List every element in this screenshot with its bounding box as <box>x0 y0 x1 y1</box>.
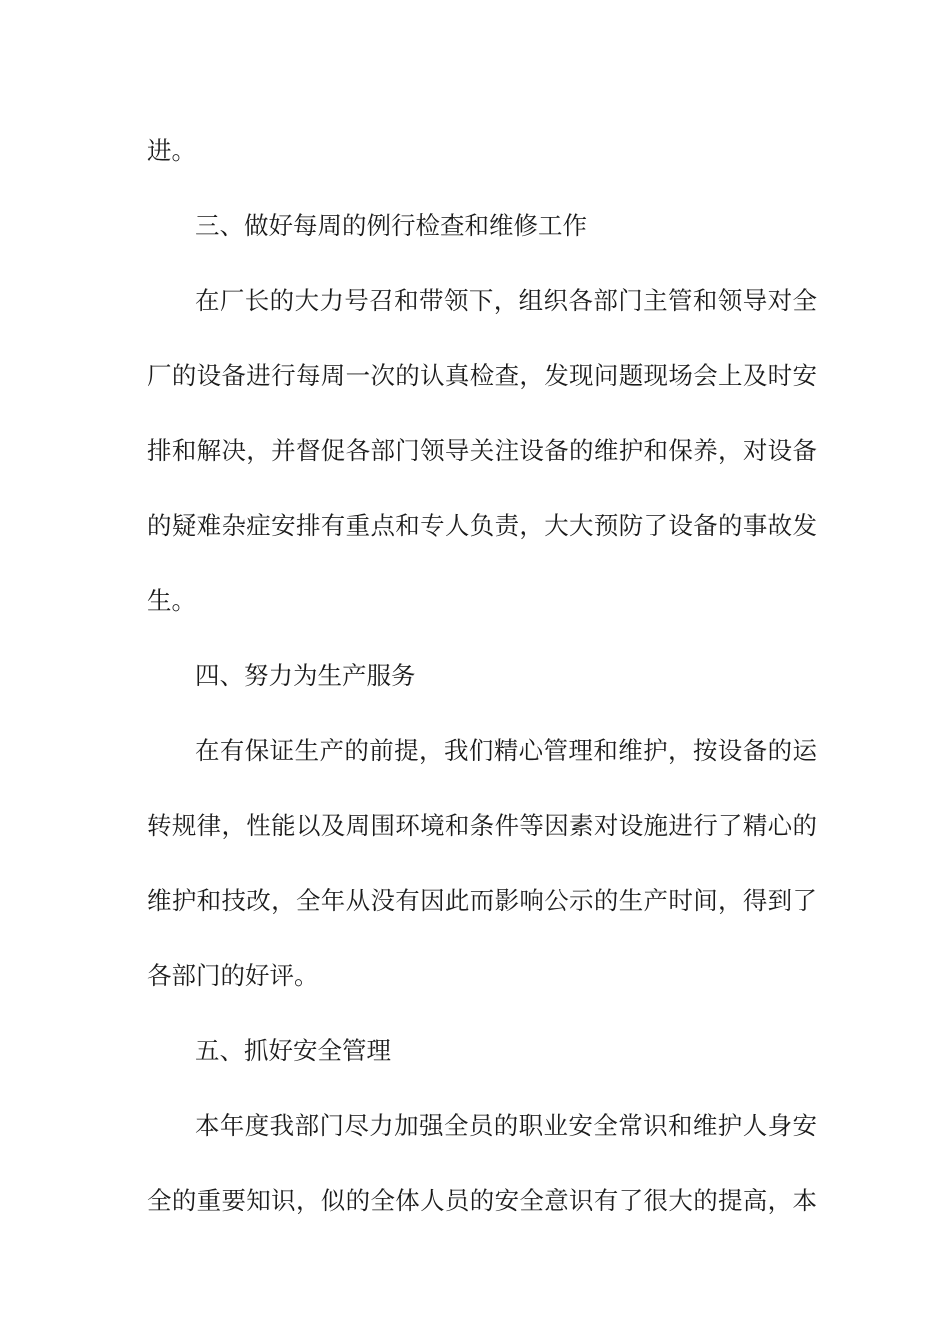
section-heading-5: 五、抓好安全管理 <box>195 1036 391 1065</box>
paragraph-line: 进。 <box>147 136 196 165</box>
paragraph-line: 本年度我部门尽力加强全员的职业安全常识和维护人身安 <box>195 1111 817 1140</box>
paragraph-line: 维护和技改，全年从没有因此而影响公示的生产时间，得到了 <box>147 886 817 915</box>
paragraph-line: 各部门的好评。 <box>147 961 319 990</box>
section-heading-3: 三、做好每周的例行检查和维修工作 <box>195 211 587 240</box>
paragraph-line: 排和解决，并督促各部门领导关注设备的维护和保养，对设备 <box>147 436 817 465</box>
paragraph-line: 生。 <box>147 586 196 615</box>
paragraph-line: 全的重要知识，似的全体人员的安全意识有了很大的提高，本 <box>147 1186 817 1215</box>
paragraph-line: 的疑难杂症安排有重点和专人负责，大大预防了设备的事故发 <box>147 511 817 540</box>
paragraph-line: 在有保证生产的前提，我们精心管理和维护，按设备的运 <box>195 736 817 765</box>
paragraph-line: 转规律，性能以及周围环境和条件等因素对设施进行了精心的 <box>147 811 817 840</box>
section-heading-4: 四、努力为生产服务 <box>195 661 416 690</box>
paragraph-line: 在厂长的大力号召和带领下，组织各部门主管和领导对全 <box>195 286 817 315</box>
paragraph-line: 厂的设备进行每周一次的认真检查，发现问题现场会上及时安 <box>147 361 817 390</box>
